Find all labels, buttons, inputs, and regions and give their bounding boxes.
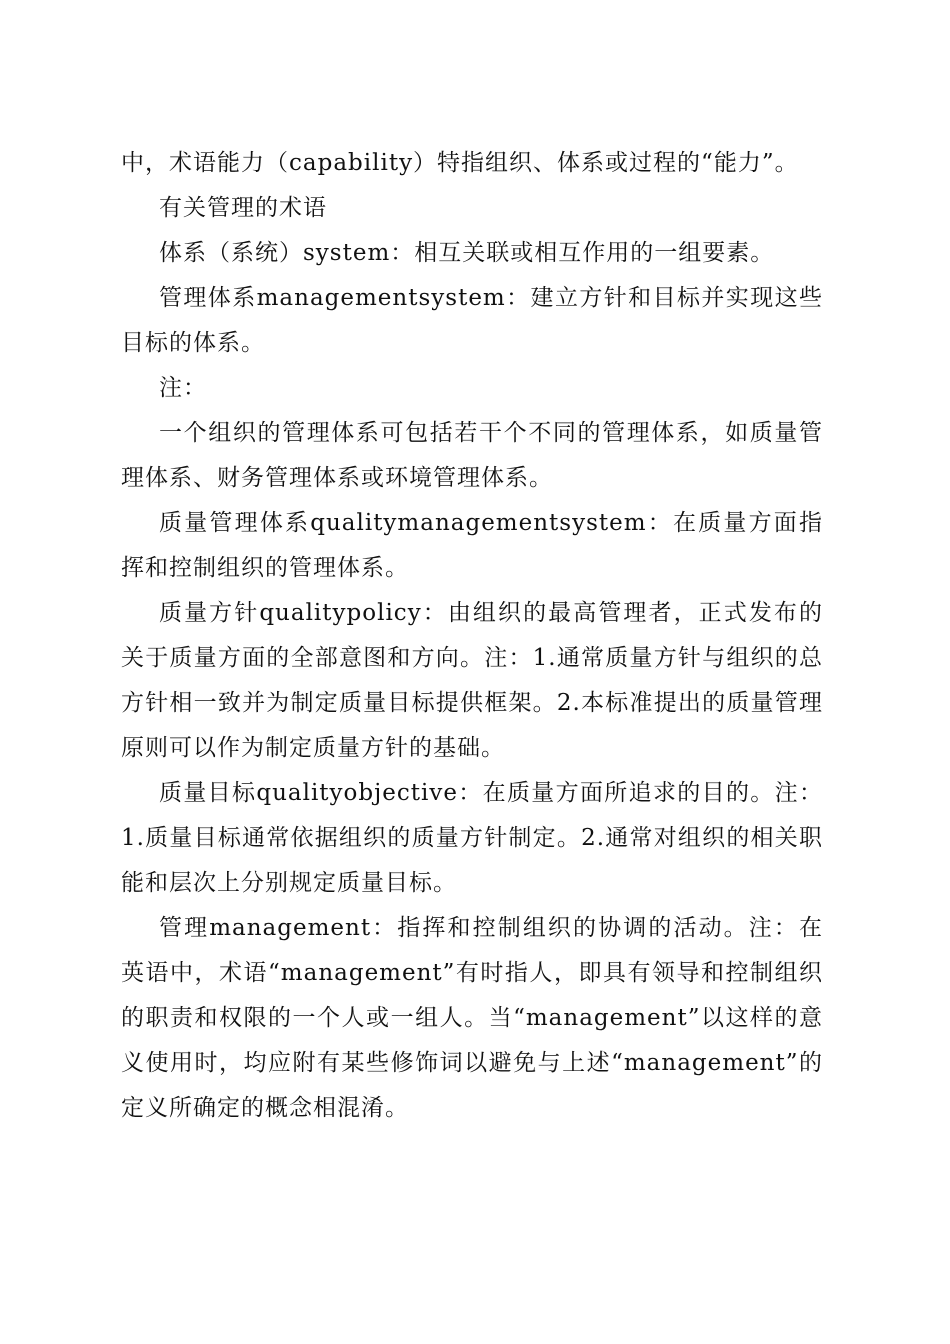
term-quality-management-system: 质量管理体系qualitymanagementsystem：在质量方面指挥和控制组织的管理体系。	[121, 510, 823, 581]
note-label: 注：	[159, 375, 207, 401]
term-system: 体系（系统）system：相互关联或相互作用的一组要素。	[159, 240, 775, 266]
term-quality-policy: 质量方针qualitypolicy：由组织的最高管理者，正式发布的关于质量方面的全部意图和方向。注：1.通常质量方针与组织的总方针相一致并为制定质量目标提供框架。2.本标准提出的质量管理原则可以作为制定质量方针的基础。	[121, 600, 823, 761]
paragraph-capability-continuation: 中，术语能力（capability）特指组织、体系或过程的“能力”。	[121, 150, 799, 176]
term-quality-objective: 质量目标qualityobjective：在质量方面所追求的目的。注：1.质量目标通常依据组织的质量方针制定。2.通常对组织的相关职能和层次上分别规定质量目标。	[121, 780, 823, 896]
term-management: 管理management：指挥和控制组织的协调的活动。注：在英语中，术语“management”有时指人，即具有领导和控制组织的职责和权限的一个人或一组人。当“management”以这样的意义使用时，均应附有某些修饰词以避免与上述“management”的定义所确定的概念相混淆。	[121, 915, 823, 1121]
document-body	[121, 141, 823, 1131]
note-management-system: 一个组织的管理体系可包括若干个不同的管理体系，如质量管理体系、财务管理体系或环境管理体系。	[121, 420, 823, 491]
section-heading-management-terms: 有关管理的术语	[159, 195, 327, 221]
term-management-system: 管理体系managementsystem：建立方针和目标并实现这些目标的体系。	[121, 285, 823, 356]
